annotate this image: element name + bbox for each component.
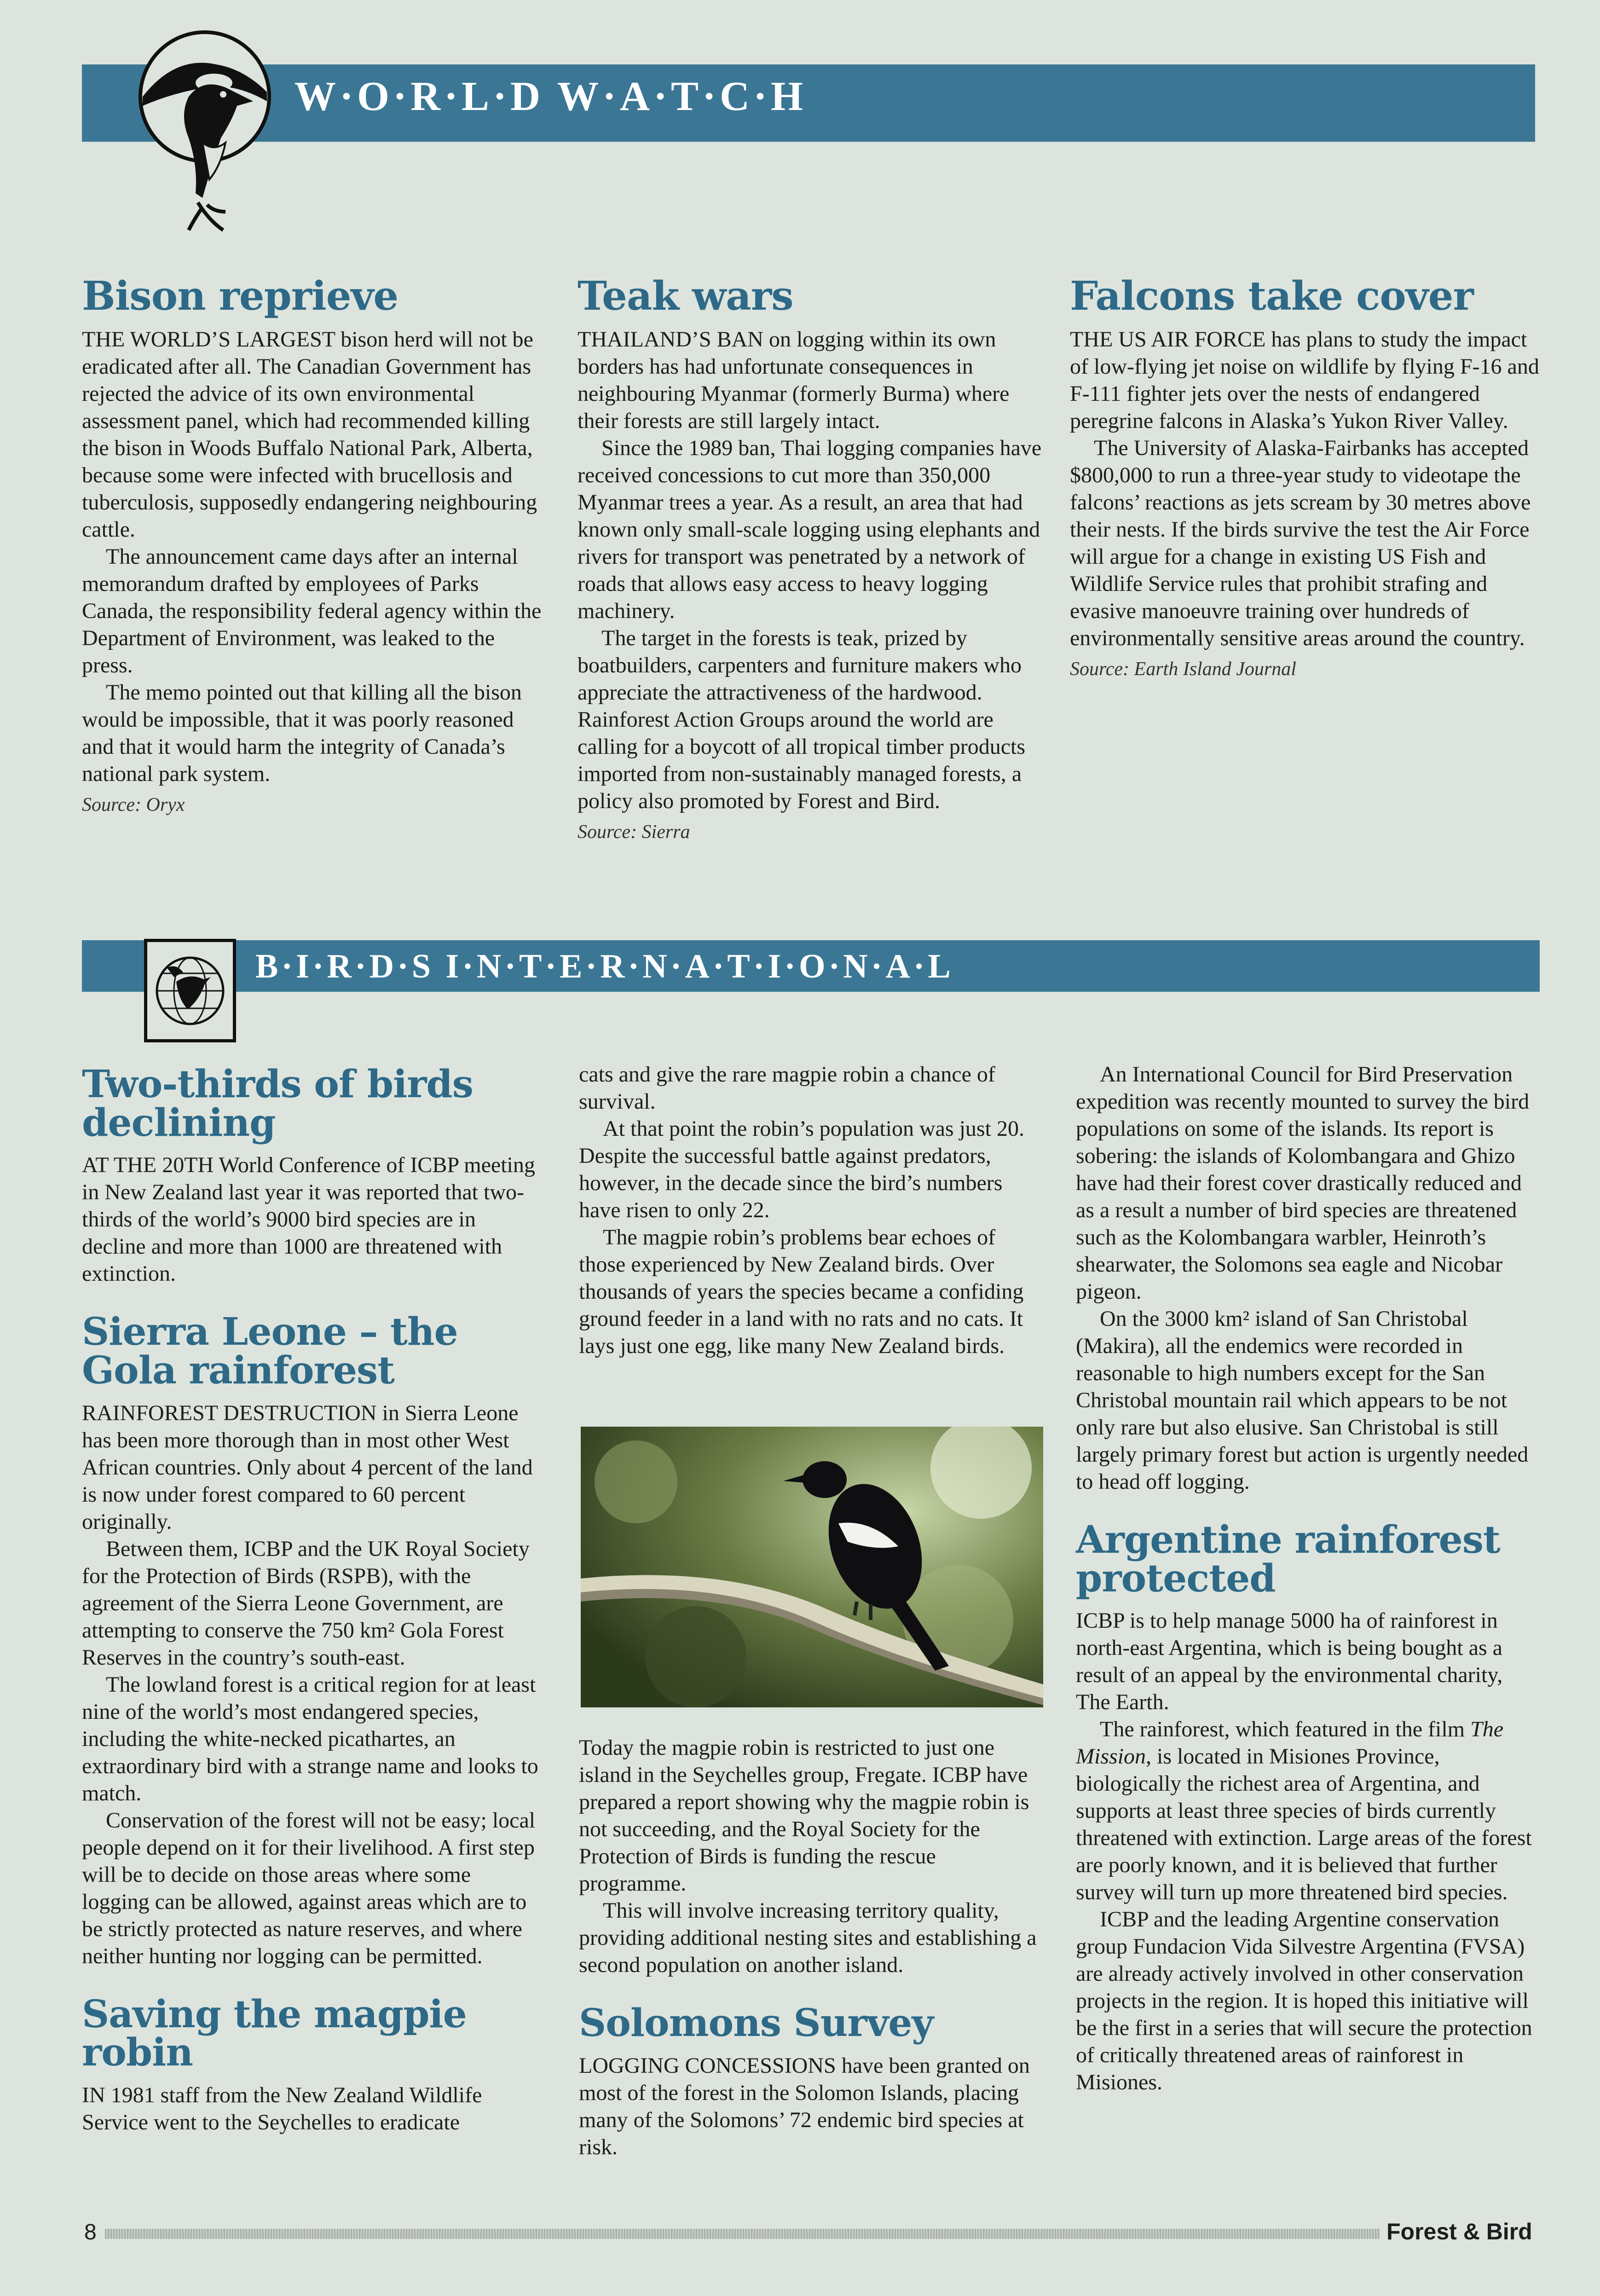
headline-two-thirds: Two-thirds of birds declining <box>82 1062 473 1145</box>
article-falcons <box>1070 273 1539 680</box>
paragraph: The announcement came days after an internal memorandum drafted by employees of Parks Canada, the responsibility federal agency within the Department of Environment, was leaked to the press. <box>82 544 542 677</box>
headline-teak: Teak wars <box>578 273 793 319</box>
magpie-robin-image <box>581 1427 1043 1707</box>
article-two-thirds <box>82 1062 542 1287</box>
birds-col-3 <box>1076 1061 1541 2096</box>
article-argentine <box>1076 1518 1541 2096</box>
article-solomons <box>579 2001 1044 2161</box>
birds-col-1 <box>82 1062 542 2136</box>
paragraph: An International Council for Bird Preservation expedition was recently mounted to survey the bird populations on some of the islands. Its report is sobering: the islands of Kolombangara and Ghizo have had their forest cover drastically reduced and as a result a number of bird species are threatened such as the Kolombangara warbler, Heinroth’s shearwater, the Solomons sea eagle and Nicobar pigeon. <box>1076 1062 1530 1304</box>
magazine-name: Forest & Bird <box>1386 2219 1532 2244</box>
paragraph: The lowland forest is a critical region for at least nine of the world’s most endangered species, including the white-necked picathartes, an extraordinary bird with a strange name and looks to match. <box>82 1672 538 1805</box>
paragraph: THAILAND’S BAN on logging within its own borders has had unfortunate consequences in neighbouring Myanmar (formerly Burma) where their forests are still largely intact. <box>578 327 1010 433</box>
birds-col-2-lower <box>579 1734 1044 2161</box>
paragraph: This will involve increasing territory quality, providing additional nesting sites and establishing a second population on another island. <box>579 1898 1037 1977</box>
paragraph: Conservation of the forest will not be easy; local people depend on it for their livelihood. A first step will be to decide on those areas where some logging can be allowed, against areas which are to be strictly protected as nature reserves, and where neither hunting nor logging can be permitted. <box>82 1808 536 1968</box>
paragraph: THE US AIR FORCE has plans to study the impact of low-flying jet noise on wildlife by flying F-16 and F-111 fighter jets over the nests of endangered peregrine falcons in Alaska’s Yukon River Valley. <box>1070 327 1539 433</box>
source-falcons: Source: Earth Island Journal <box>1070 658 1296 680</box>
text-run: , is located in Misiones Province, biologically the richest area of Argentina, and supports at least three species of birds currently threatened with extinction. Large areas of the forest are poorly known, and it is believed that further survey will turn up more threatened bird species. <box>1076 1744 1532 1905</box>
article-teak <box>578 273 1042 843</box>
world-watch-title: W·O·R·L·D W·A·T·C·H <box>295 74 807 119</box>
paragraph: ICBP and the leading Argentine conservation group Fundacion Vida Silvestre Argentina (FVSA) are already actively involved in other conservation projects in the region. It is hoped this initiative will be the first in a series that will secure the protection of critically threatened areas of rainforest in Misiones. <box>1076 1907 1532 2095</box>
paragraph: Since the 1989 ban, Thai logging companies have received concessions to cut more than 350,000 Myanmar trees a year. As a result, an area that had known only small-scale logging using elephants and rivers for transport was penetrated by a network of roads that allows easy access to heavy logging machinery. <box>578 435 1042 623</box>
paragraph: The University of Alaska-Fairbanks has accepted $800,000 to run a three-year study to videotape the falcons’ reactions as jets scream by 30 metres above their nests. If the birds survive the test the Air Force will argue for a change in existing US Fish and Wildlife Service rules that prohibit strafing and evasive manoeuvre training over hundreds of environmentally sensitive areas around the country. <box>1070 435 1531 650</box>
paragraph: IN 1981 staff from the New Zealand Wildlife Service went to the Seychelles to eradicate <box>82 2082 482 2134</box>
article-magpie-cont <box>579 1734 1044 1978</box>
headline-argentine: Argentine rainforest protected <box>1076 1518 1500 1601</box>
paragraph: THE WORLD’S LARGEST bison herd will not be eradicated after all. The Canadian Government has rejected the advice of its own environmental assessment panel, which had recommended killing the bison in Woods Buffalo National Park, Alberta, because some were infected with brucellosis and tuberculosis, supposedly endangering neighbouring cattle. <box>82 327 537 542</box>
paragraph: cats and give the rare magpie robin a chance of survival. <box>579 1062 995 1114</box>
globe-bird-icon <box>149 945 231 1037</box>
tui-bird-emblem <box>133 28 276 235</box>
globe-bird-emblem <box>144 939 236 1042</box>
paragraph: The memo pointed out that killing all the bison would be impossible, that it was poorly reasoned and that it would harm the integrity of Canada’s national park system. <box>82 680 522 786</box>
article-bison <box>82 273 542 816</box>
paragraph: The magpie robin’s problems bear echoes of those experienced by New Zealand birds. Over thousands of years the species became a confiding ground feeder in a land with no rats and no cats. It lays just one egg, like many New Zealand birds. <box>579 1225 1024 1358</box>
headline-solomons: Solomons Survey <box>579 2001 934 2045</box>
paragraph: RAINFOREST DESTRUCTION in Sierra Leone has been more thorough than in most other West African countries. Only about 4 percent of the land is now under forest compared to 60 percent originally. <box>82 1400 533 1534</box>
paragraph: At that point the robin’s population was just 20. Despite the successful battle against predators, however, in the decade since the bird’s numbers have risen to only 22. <box>579 1116 1024 1222</box>
paragraph: LOGGING CONCESSIONS have been granted on most of the forest in the Solomon Islands, placing many of the Solomons’ 72 endemic bird species at risk. <box>579 2053 1030 2159</box>
source-bison: Source: Oryx <box>82 794 185 815</box>
tui-bird-icon <box>133 28 276 235</box>
headline-falcons: Falcons take cover <box>1070 273 1473 319</box>
article-solomons-cont <box>1076 1061 1541 1495</box>
birds-col-2 <box>579 1061 1044 1359</box>
film-title: The Mission <box>1076 1717 1504 1769</box>
birds-international-title: B·I·R·D·S I·N·T·E·R·N·A·T·I·O·N·A·L <box>255 948 954 985</box>
paragraph: ICBP is to help manage 5000 ha of rainforest in north-east Argentina, which is being bought as a result of an appeal by the environmental charity, The Earth. <box>1076 1608 1503 1715</box>
text-run: The rainforest, which featured in the film <box>1100 1717 1471 1742</box>
paragraph: On the 3000 km² island of San Christobal (Makira), all the endemics were recorded in reasonable to high numbers except for the San Christobal mountain rail which appears to be not only rare but also elusive. San Christobal is still largely primary forest but action is urgently needed to head off logging. <box>1076 1307 1529 1494</box>
article-magpie <box>82 1992 542 2136</box>
page-number: 8 <box>84 2220 97 2244</box>
article-sierra-leone <box>82 1310 542 1969</box>
paragraph: The target in the forests is teak, prized by boatbuilders, carpenters and furniture makers who appreciate the attractiveness of the hardwood. Rainforest Action Groups around the world are calling for a boycott of all tropical timber products imported from non-sustainably managed forests, a policy also promoted by Forest and Bird. <box>578 625 1026 813</box>
headline-sierra-leone: Sierra Leone – the Gola rainforest <box>82 1310 458 1393</box>
paragraph: AT THE 20TH World Conference of ICBP meeting in New Zealand last year it was reported that two-thirds of the world’s 9000 bird species are in decline and more than 1000 are threatened with extinction. <box>82 1153 535 1286</box>
paragraph: Between them, ICBP and the UK Royal Society for the Protection of Birds (RSPB), with the agreement of the Sierra Leone Government, are attempting to conserve the 750 km² Gola Forest Reserves in the country’s south-east. <box>82 1536 530 1670</box>
paragraph: Today the magpie robin is restricted to just one island in the Seychelles group, Fregate. ICBP have prepared a report showing why the magpie robin is not succeeding, and the Royal Society for the Protection of Birds is funding the rescue programme. <box>579 1735 1029 1896</box>
footer-rule <box>105 2229 1380 2239</box>
headline-magpie: Saving the magpie robin <box>82 1992 467 2075</box>
source-teak: Source: Sierra <box>578 821 690 843</box>
magpie-robin-photo <box>581 1427 1043 1707</box>
paragraph <box>1076 1716 1541 1906</box>
headline-bison: Bison reprieve <box>82 273 399 319</box>
